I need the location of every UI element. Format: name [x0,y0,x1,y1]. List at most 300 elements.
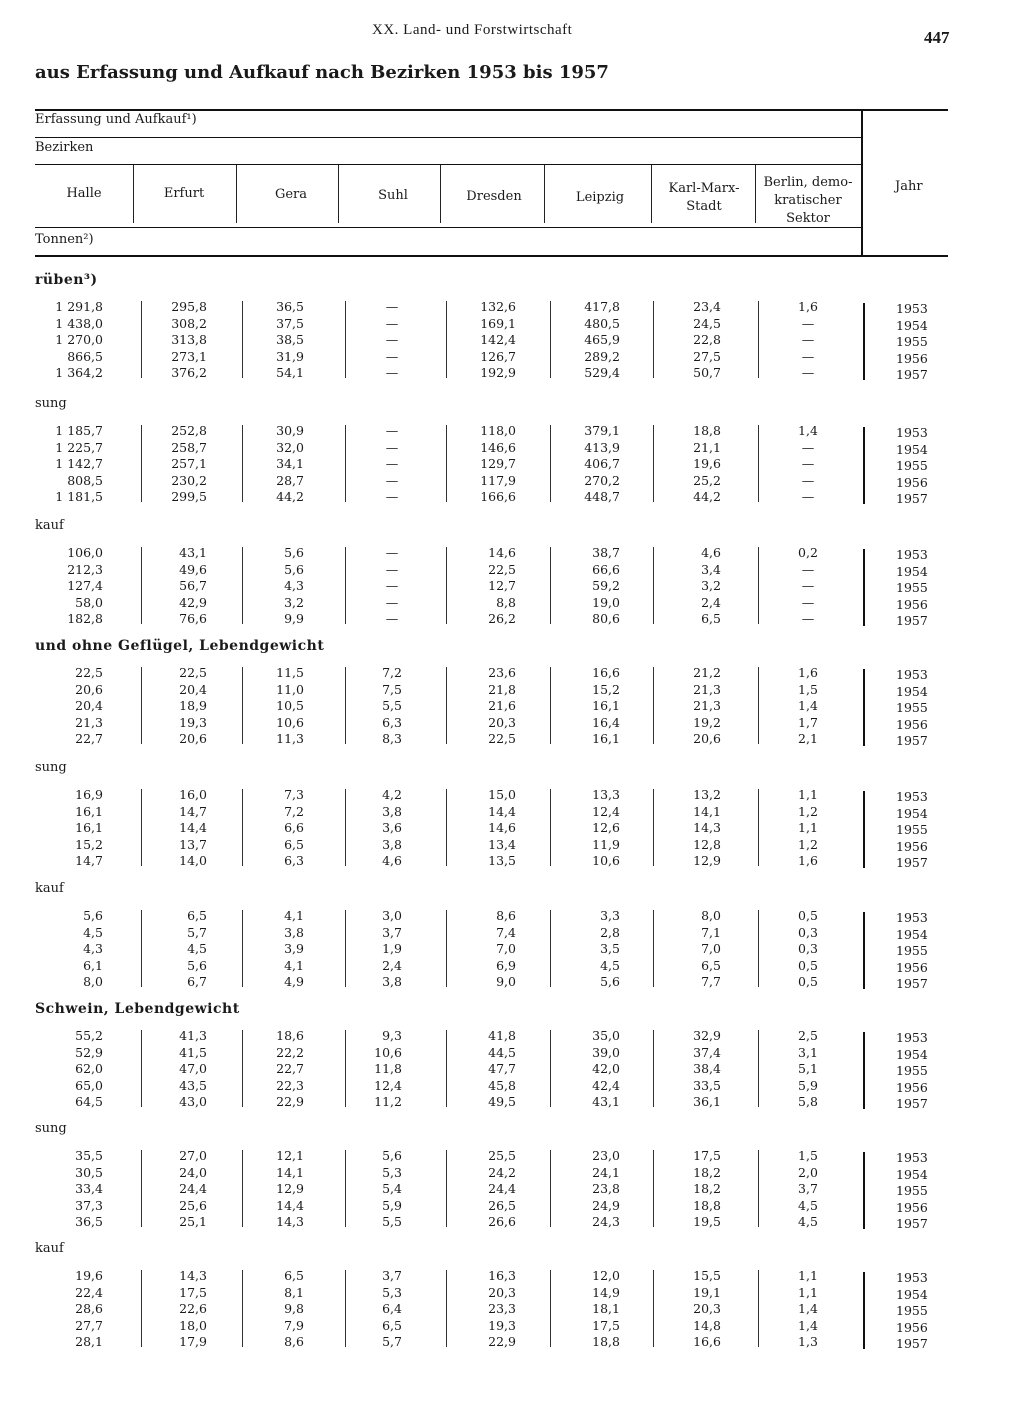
table-cell: 258,7 [171,439,207,455]
table-cell: 118,0 [480,423,516,438]
table-cell: — [385,594,399,610]
table-cell: 14,7 [75,853,103,869]
table-cell: 808,5 [67,472,103,488]
table-cell: 22,5 [488,561,516,577]
table-cell: 6,9 [496,957,516,973]
table-cell: 18,6 [276,1028,304,1043]
table-cell: 465,9 [584,332,620,348]
year-cell: 1957 [896,1216,928,1232]
table-cell: 9,9 [284,611,304,627]
table-cell: 19,6 [75,1268,103,1283]
table-title: aus Erfassung und Aufkauf nach Bezirken 1953 bis 1957 [35,62,609,83]
column-separator [653,1270,654,1347]
table-cell: 23,0 [592,1148,620,1163]
table-cell: 1,1 [798,787,818,802]
table-cell: — [385,489,399,505]
table-cell: 4,5 [83,924,103,940]
table-cell: 18,8 [592,1334,620,1350]
table-cell: 32,9 [693,1028,721,1043]
table-cell: 13,2 [693,787,721,802]
table-cell: 1,6 [798,665,818,680]
column-separator [550,425,551,502]
table-cell: 3,3 [600,908,620,923]
table-cell: 4,6 [701,545,721,560]
table-cell: 16,1 [592,698,620,714]
table-cell: 4,5 [798,1197,818,1213]
table-cell: 18,8 [693,1197,721,1213]
column-separator [758,910,759,987]
table-cell: 1,1 [798,1268,818,1283]
table-cell: — [801,365,815,381]
table-cell: 30,9 [276,423,304,438]
table-cell: 22,9 [276,1094,304,1110]
table-cell: 273,1 [171,348,207,364]
table-cell: 23,3 [488,1301,516,1317]
table-cell: 42,4 [592,1077,620,1093]
table-cell: 16,4 [592,714,620,730]
table-cell: 5,6 [83,908,103,923]
table-cell: 379,1 [584,423,620,438]
page-number: 447 [924,28,950,47]
table-cell: 65,0 [75,1077,103,1093]
table-cell: 50,7 [693,365,721,381]
column-header-erfurt: Erfurt [163,186,205,201]
table-cell: 21,3 [75,714,103,730]
table-cell: 5,5 [382,698,402,714]
section-label: kauf [35,518,64,533]
table-cell: 12,4 [374,1077,402,1093]
table-cell: 22,6 [179,1301,207,1317]
header-top-rule [35,109,948,111]
table-cell: 3,6 [382,820,402,836]
column-separator [242,547,243,624]
table-cell: 20,3 [488,714,516,730]
table-cell: 26,2 [488,611,516,627]
header-divider [338,165,339,223]
table-cell: 5,6 [382,1148,402,1163]
column-separator [446,667,447,744]
year-cell: 1955 [896,1183,928,1199]
year-cell: 1955 [896,1063,928,1079]
table-cell: 13,5 [488,853,516,869]
table-cell: 406,7 [584,456,620,472]
table-cell: 17,9 [179,1334,207,1350]
table-cell: 8,1 [284,1284,304,1300]
year-cell: 1955 [896,822,928,838]
year-cell: 1953 [896,1270,928,1285]
table-cell: 866,5 [67,348,103,364]
table-cell: — [385,561,399,577]
table-cell: 19,3 [179,714,207,730]
table-cell: 23,8 [592,1181,620,1197]
table-cell: 1 270,0 [55,332,103,348]
table-cell: 14,6 [488,820,516,836]
table-cell: 23,6 [488,665,516,680]
table-cell: 58,0 [75,594,103,610]
table-cell: — [801,489,815,505]
table-cell: 2,5 [798,1028,818,1043]
column-separator [653,301,654,378]
table-cell: — [385,332,399,348]
table-cell: 3,4 [701,561,721,577]
table-cell: — [385,578,399,594]
column-separator [550,667,551,744]
table-cell: — [801,332,815,348]
table-cell: 6,5 [701,957,721,973]
table-cell: 2,4 [382,957,402,973]
table-cell: 5,6 [600,974,620,990]
column-separator [758,425,759,502]
column-separator [758,1270,759,1347]
berlin-line-1: Berlin, demo- [763,175,853,190]
karl-marx-line-2: Stadt [686,199,722,214]
table-cell: 117,9 [480,472,516,488]
column-separator [242,1030,243,1107]
column-separator [446,301,447,378]
column-header-leipzig: Leipzig [575,190,625,205]
section-label: sung [35,1121,67,1136]
table-cell: 22,5 [488,731,516,747]
table-cell: 16,1 [75,820,103,836]
table-cell: 5,6 [284,545,304,560]
year-cell: 1957 [896,491,928,507]
table-cell: 19,3 [488,1317,516,1333]
column-separator [345,667,346,744]
table-cell: 4,5 [187,941,207,957]
table-cell: 24,5 [693,315,721,331]
table-cell: 21,6 [488,698,516,714]
table-cell: 20,6 [693,731,721,747]
table-cell: 10,6 [592,853,620,869]
column-separator [758,667,759,744]
table-cell: — [385,315,399,331]
table-cell: 47,7 [488,1061,516,1077]
table-cell: 289,2 [584,348,620,364]
table-cell: 11,8 [374,1061,402,1077]
table-cell: 21,2 [693,665,721,680]
table-cell: 5,7 [187,924,207,940]
table-cell: 3,8 [382,974,402,990]
year-column-separator [863,912,865,989]
table-cell: 35,0 [592,1028,620,1043]
year-cell: 1953 [896,1030,928,1045]
table-cell: 24,9 [592,1197,620,1213]
year-cell: 1957 [896,613,928,629]
column-separator [141,789,142,866]
table-cell: 5,8 [798,1094,818,1110]
table-cell: 6,5 [701,611,721,627]
year-cell: 1954 [896,805,928,821]
table-cell: 6,3 [382,714,402,730]
table-cell: 129,7 [480,456,516,472]
table-cell: 5,3 [382,1164,402,1180]
section-label: sung [35,396,67,411]
table-cell: 39,0 [592,1044,620,1060]
table-cell: 49,5 [488,1094,516,1110]
table-cell: 59,2 [592,578,620,594]
table-cell: 11,2 [374,1094,402,1110]
column-separator [242,910,243,987]
year-cell: 1955 [896,580,928,596]
column-separator [758,301,759,378]
table-cell: 1 185,7 [55,423,103,438]
table-cell: 4,9 [284,974,304,990]
table-cell: 132,6 [480,299,516,314]
table-cell: 49,6 [179,561,207,577]
table-cell: 14,3 [179,1268,207,1283]
table-cell: 1,7 [798,714,818,730]
table-cell: 126,7 [480,348,516,364]
column-separator [653,1030,654,1107]
table-cell: 33,5 [693,1077,721,1093]
table-cell: — [801,594,815,610]
table-cell: 1,2 [798,836,818,852]
table-cell: 38,5 [276,332,304,348]
table-cell: 1,4 [798,698,818,714]
column-separator [141,1150,142,1227]
table-cell: 1,6 [798,853,818,869]
column-separator [550,547,551,624]
column-separator [446,910,447,987]
table-cell: — [385,299,399,314]
table-cell: 45,8 [488,1077,516,1093]
table-cell: 20,6 [179,731,207,747]
table-cell: 17,5 [693,1148,721,1163]
table-cell: 22,8 [693,332,721,348]
table-cell: 19,6 [693,456,721,472]
table-cell: 13,4 [488,836,516,852]
table-cell: 7,0 [701,941,721,957]
table-cell: 299,5 [171,489,207,505]
column-separator [345,1270,346,1347]
table-cell: 25,1 [179,1214,207,1230]
table-cell: 15,0 [488,787,516,802]
table-cell: 146,6 [480,439,516,455]
year-cell: 1956 [896,716,928,732]
table-cell: 1,6 [798,299,818,314]
table-cell: 56,7 [179,578,207,594]
section-label: rüben³) [35,272,98,288]
table-cell: 4,2 [382,787,402,802]
table-cell: 4,5 [798,1214,818,1230]
table-cell: 23,4 [693,299,721,314]
column-separator [242,789,243,866]
table-cell: 10,5 [276,698,304,714]
table-cell: 22,2 [276,1044,304,1060]
column-separator [345,910,346,987]
table-cell: 3,8 [284,924,304,940]
table-cell: 35,5 [75,1148,103,1163]
column-header-halle: Halle [66,186,102,201]
year-cell: 1956 [896,959,928,975]
table-cell: 5,6 [284,561,304,577]
table-cell: 9,0 [496,974,516,990]
table-cell: 19,0 [592,594,620,610]
table-cell: 4,3 [284,578,304,594]
table-cell: 11,5 [276,665,304,680]
table-cell: 3,8 [382,836,402,852]
table-cell: 37,5 [276,315,304,331]
table-cell: 24,4 [179,1181,207,1197]
column-separator [141,1030,142,1107]
table-cell: 7,4 [496,924,516,940]
table-cell: 7,9 [284,1317,304,1333]
table-cell: 182,8 [67,611,103,627]
column-separator [446,425,447,502]
table-cell: 25,5 [488,1148,516,1163]
table-cell: 5,9 [798,1077,818,1093]
table-cell: 5,1 [798,1061,818,1077]
table-cell: 14,3 [693,820,721,836]
table-cell: 24,3 [592,1214,620,1230]
header-rule-1 [35,137,861,138]
column-separator [242,1270,243,1347]
header-unit-label: Tonnen²) [35,232,94,247]
section-label: kauf [35,1241,64,1256]
table-cell: 18,9 [179,698,207,714]
table-cell: 21,3 [693,681,721,697]
column-separator [446,1270,447,1347]
table-cell: 44,2 [276,489,304,505]
table-cell: 64,5 [75,1094,103,1110]
table-cell: 3,7 [382,924,402,940]
header-bottom-rule [35,255,948,257]
berlin-line-2: kratischer [774,193,842,208]
table-cell: 55,2 [75,1028,103,1043]
table-cell: 2,0 [798,1164,818,1180]
table-cell: 24,0 [179,1164,207,1180]
table-cell: 47,0 [179,1061,207,1077]
table-cell: 18,1 [592,1301,620,1317]
table-cell: 169,1 [480,315,516,331]
table-cell: — [385,365,399,381]
table-cell: — [385,611,399,627]
year-cell: 1954 [896,441,928,457]
table-cell: 24,2 [488,1164,516,1180]
table-cell: 166,6 [480,489,516,505]
table-cell: 20,3 [693,1301,721,1317]
table-cell: 1,3 [798,1334,818,1350]
table-cell: 32,0 [276,439,304,455]
table-cell: 19,2 [693,714,721,730]
column-header-karl-marx-stadt [669,180,740,216]
column-separator [242,1150,243,1227]
table-cell: — [385,348,399,364]
table-cell: 295,8 [171,299,207,314]
table-cell: 3,8 [382,803,402,819]
table-cell: 1,5 [798,1148,818,1163]
column-separator [141,667,142,744]
column-header-dresden: Dresden [466,189,522,204]
column-separator [345,1150,346,1227]
table-cell: 7,0 [496,941,516,957]
table-cell: 16,1 [592,731,620,747]
table-cell: 0,3 [798,924,818,940]
table-cell: — [801,348,815,364]
table-cell: 20,6 [75,681,103,697]
year-cell: 1956 [896,1319,928,1335]
table-cell: 16,6 [693,1334,721,1350]
year-cell: 1955 [896,943,928,959]
year-cell: 1954 [896,563,928,579]
section-label: Schwein, Lebendgewicht [35,1001,240,1017]
column-separator [141,910,142,987]
column-separator [550,1150,551,1227]
table-cell: 44,2 [693,489,721,505]
year-column-separator [863,1152,865,1229]
table-cell: 12,9 [276,1181,304,1197]
year-column-separator [863,549,865,626]
table-cell: 4,5 [600,957,620,973]
year-cell: 1953 [896,547,928,562]
table-cell: 1,2 [798,803,818,819]
table-cell: 1 364,2 [55,365,103,381]
year-cell: 1953 [896,301,928,316]
column-separator [242,301,243,378]
table-cell: 14,4 [488,803,516,819]
year-column-separator [863,669,865,746]
year-cell: 1957 [896,1336,928,1352]
year-cell: 1954 [896,926,928,942]
year-cell: 1957 [896,733,928,749]
column-separator [242,425,243,502]
year-cell: 1957 [896,367,928,383]
section-label: und ohne Geflügel, Lebendgewicht [35,638,325,654]
table-cell: 36,5 [75,1214,103,1230]
column-separator [653,910,654,987]
table-cell: 30,5 [75,1164,103,1180]
table-cell: 14,4 [179,820,207,836]
table-cell: 28,7 [276,472,304,488]
column-separator [653,1150,654,1227]
column-separator [758,789,759,866]
table-cell: 5,3 [382,1284,402,1300]
table-cell: 80,6 [592,611,620,627]
table-cell: 7,3 [284,787,304,802]
table-cell: 3,0 [382,908,402,923]
table-cell: 1,4 [798,423,818,438]
table-cell: 22,7 [276,1061,304,1077]
table-cell: 313,8 [171,332,207,348]
table-cell: 44,5 [488,1044,516,1060]
table-cell: 5,5 [382,1214,402,1230]
table-cell: 1,1 [798,1284,818,1300]
column-separator [345,1030,346,1107]
karl-marx-line-1: Karl-Marx- [668,181,740,196]
table-cell: 19,1 [693,1284,721,1300]
column-separator [446,789,447,866]
table-cell: 16,1 [75,803,103,819]
table-cell: 127,4 [67,578,103,594]
table-cell: 212,3 [67,561,103,577]
table-cell: — [801,578,815,594]
table-cell: 14,1 [276,1164,304,1180]
table-cell: 43,1 [592,1094,620,1110]
table-cell: 6,7 [187,974,207,990]
column-separator [345,301,346,378]
table-cell: 12,8 [693,836,721,852]
table-cell: 12,0 [592,1268,620,1283]
table-cell: 41,8 [488,1028,516,1043]
table-cell: 1,4 [798,1301,818,1317]
table-cell: 270,2 [584,472,620,488]
table-cell: 5,4 [382,1181,402,1197]
header-divider [544,165,545,223]
year-cell: 1954 [896,1286,928,1302]
table-cell: 43,5 [179,1077,207,1093]
table-cell: 448,7 [584,489,620,505]
table-cell: 7,5 [382,681,402,697]
